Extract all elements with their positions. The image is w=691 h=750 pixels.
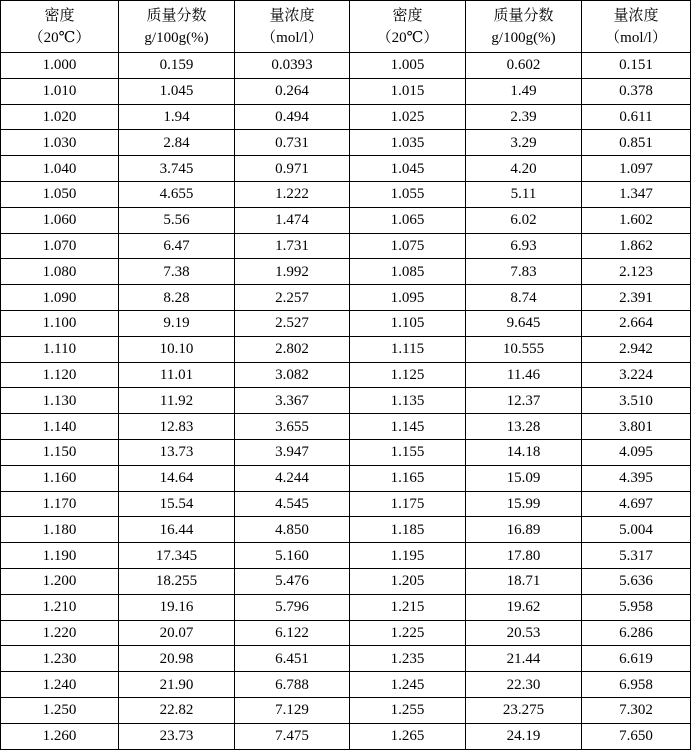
molarity-cell: 6.451 (235, 646, 350, 672)
molarity-cell: 6.788 (235, 672, 350, 698)
table-row (1, 259, 691, 285)
table-row (1, 491, 691, 517)
molarity-cell: 2.664 (582, 310, 691, 336)
molarity-cell: 0.611 (582, 104, 691, 130)
mass-fraction-cell: 6.93 (466, 233, 582, 259)
mass-fraction-cell: 0.159 (119, 53, 235, 79)
table-row (1, 697, 691, 723)
molarity-cell: 1.602 (582, 207, 691, 233)
mass-fraction-cell: 2.84 (119, 130, 235, 156)
table-row (1, 620, 691, 646)
header-unit: （20℃） (28, 30, 91, 46)
mass-fraction-cell: 6.02 (466, 207, 582, 233)
mass-fraction-cell: 10.555 (466, 336, 582, 362)
molarity-cell: 0.851 (582, 130, 691, 156)
table-row (1, 414, 691, 440)
mass-fraction-cell: 6.47 (119, 233, 235, 259)
molarity-cell: 3.947 (235, 439, 350, 465)
molarity-cell: 4.395 (582, 465, 691, 491)
mass-fraction-cell: 13.73 (119, 439, 235, 465)
density-cell: 1.260 (1, 723, 119, 749)
density-cell: 1.155 (350, 439, 466, 465)
molarity-cell: 4.095 (582, 439, 691, 465)
density-cell: 1.160 (1, 465, 119, 491)
table-row (1, 78, 691, 104)
molarity-cell: 7.129 (235, 697, 350, 723)
density-cell: 1.085 (350, 259, 466, 285)
density-cell: 1.110 (1, 336, 119, 362)
table-row (1, 465, 691, 491)
mass-fraction-cell: 14.18 (466, 439, 582, 465)
density-cell: 1.165 (350, 465, 466, 491)
molarity-cell: 3.655 (235, 414, 350, 440)
table-row (1, 439, 691, 465)
mass-fraction-cell: 20.98 (119, 646, 235, 672)
mass-fraction-cell: 19.62 (466, 594, 582, 620)
table-row (1, 543, 691, 569)
molarity-cell: 7.650 (582, 723, 691, 749)
density-cell: 1.140 (1, 414, 119, 440)
mass-fraction-cell: 11.46 (466, 362, 582, 388)
mass-fraction-cell: 4.655 (119, 181, 235, 207)
table-row (1, 336, 691, 362)
mass-fraction-cell: 8.74 (466, 285, 582, 311)
density-cell: 1.215 (350, 594, 466, 620)
header-unit: （20℃） (376, 30, 439, 46)
molarity-cell: 2.527 (235, 310, 350, 336)
mass-fraction-cell: 10.10 (119, 336, 235, 362)
density-cell: 1.100 (1, 310, 119, 336)
molarity-cell: 2.257 (235, 285, 350, 311)
header-molarity-2 (582, 1, 691, 53)
molarity-cell: 0.151 (582, 53, 691, 79)
molarity-cell: 4.545 (235, 491, 350, 517)
molarity-cell: 2.802 (235, 336, 350, 362)
molarity-cell: 5.160 (235, 543, 350, 569)
mass-fraction-cell: 1.49 (466, 78, 582, 104)
density-cell: 1.030 (1, 130, 119, 156)
mass-fraction-cell: 0.602 (466, 53, 582, 79)
mass-fraction-cell: 21.44 (466, 646, 582, 672)
molarity-cell: 3.510 (582, 388, 691, 414)
mass-fraction-cell: 9.645 (466, 310, 582, 336)
molarity-cell: 1.474 (235, 207, 350, 233)
molarity-cell: 0.494 (235, 104, 350, 130)
mass-fraction-cell: 15.09 (466, 465, 582, 491)
mass-fraction-cell: 7.83 (466, 259, 582, 285)
density-cell: 1.105 (350, 310, 466, 336)
mass-fraction-cell: 12.83 (119, 414, 235, 440)
molarity-cell: 0.731 (235, 130, 350, 156)
density-cell: 1.070 (1, 233, 119, 259)
density-cell: 1.125 (350, 362, 466, 388)
header-mass-fraction-2 (466, 1, 582, 53)
header-unit: （mol/l） (261, 30, 323, 46)
mass-fraction-cell: 4.20 (466, 156, 582, 182)
density-cell: 1.205 (350, 568, 466, 594)
header-density-1 (1, 1, 119, 53)
mass-fraction-cell: 11.01 (119, 362, 235, 388)
mass-fraction-cell: 23.275 (466, 697, 582, 723)
density-cell: 1.185 (350, 517, 466, 543)
mass-fraction-cell: 8.28 (119, 285, 235, 311)
table-row (1, 362, 691, 388)
density-cell: 1.015 (350, 78, 466, 104)
density-cell: 1.040 (1, 156, 119, 182)
mass-fraction-cell: 15.99 (466, 491, 582, 517)
density-cell: 1.250 (1, 697, 119, 723)
density-cell: 1.005 (350, 53, 466, 79)
molarity-cell: 0.264 (235, 78, 350, 104)
table-row (1, 233, 691, 259)
mass-fraction-cell: 16.89 (466, 517, 582, 543)
density-cell: 1.000 (1, 53, 119, 79)
table-row (1, 517, 691, 543)
density-cell: 1.050 (1, 181, 119, 207)
density-cell: 1.225 (350, 620, 466, 646)
table-body (1, 53, 691, 750)
molarity-cell: 2.391 (582, 285, 691, 311)
table-row (1, 646, 691, 672)
table-row (1, 207, 691, 233)
density-cell: 1.035 (350, 130, 466, 156)
density-cell: 1.025 (350, 104, 466, 130)
mass-fraction-cell: 22.30 (466, 672, 582, 698)
header-unit: g/100g(%) (144, 30, 209, 46)
density-cell: 1.010 (1, 78, 119, 104)
mass-fraction-cell: 5.56 (119, 207, 235, 233)
header-title: 密度 (44, 6, 75, 24)
molarity-cell: 5.636 (582, 568, 691, 594)
table-row (1, 130, 691, 156)
density-cell: 1.230 (1, 646, 119, 672)
header-mass-fraction-1 (119, 1, 235, 53)
mass-fraction-cell: 13.28 (466, 414, 582, 440)
density-cell: 1.020 (1, 104, 119, 130)
density-cell: 1.115 (350, 336, 466, 362)
mass-fraction-cell: 19.16 (119, 594, 235, 620)
molarity-cell: 0.0393 (235, 53, 350, 79)
table-row (1, 181, 691, 207)
table-row (1, 594, 691, 620)
molarity-cell: 5.958 (582, 594, 691, 620)
table-row (1, 672, 691, 698)
density-cell: 1.065 (350, 207, 466, 233)
molarity-cell: 7.475 (235, 723, 350, 749)
table-row (1, 53, 691, 79)
molarity-cell: 4.244 (235, 465, 350, 491)
header-title: 质量分数 (146, 6, 207, 24)
density-cell: 1.220 (1, 620, 119, 646)
header-title: 量浓度 (269, 6, 315, 24)
molarity-cell: 7.302 (582, 697, 691, 723)
molarity-cell: 1.862 (582, 233, 691, 259)
header-title: 质量分数 (493, 6, 554, 24)
mass-fraction-cell: 14.64 (119, 465, 235, 491)
density-cell: 1.195 (350, 543, 466, 569)
density-cell: 1.145 (350, 414, 466, 440)
header-density-2 (350, 1, 466, 53)
density-cell: 1.170 (1, 491, 119, 517)
mass-fraction-cell: 2.39 (466, 104, 582, 130)
density-cell: 1.130 (1, 388, 119, 414)
table-row (1, 156, 691, 182)
molarity-cell: 4.850 (235, 517, 350, 543)
density-cell: 1.175 (350, 491, 466, 517)
header-title: 量浓度 (613, 6, 659, 24)
mass-fraction-cell: 1.045 (119, 78, 235, 104)
density-cell: 1.075 (350, 233, 466, 259)
molarity-cell: 6.122 (235, 620, 350, 646)
header-molarity-1 (235, 1, 350, 53)
mass-fraction-cell: 24.19 (466, 723, 582, 749)
table-row (1, 723, 691, 749)
mass-fraction-cell: 17.80 (466, 543, 582, 569)
molarity-cell: 0.378 (582, 78, 691, 104)
molarity-cell: 1.992 (235, 259, 350, 285)
density-cell: 1.180 (1, 517, 119, 543)
mass-fraction-cell: 3.745 (119, 156, 235, 182)
density-cell: 1.190 (1, 543, 119, 569)
mass-fraction-cell: 3.29 (466, 130, 582, 156)
density-cell: 1.245 (350, 672, 466, 698)
density-cell: 1.135 (350, 388, 466, 414)
mass-fraction-cell: 22.82 (119, 697, 235, 723)
molarity-cell: 1.222 (235, 181, 350, 207)
mass-fraction-cell: 21.90 (119, 672, 235, 698)
mass-fraction-cell: 18.255 (119, 568, 235, 594)
molarity-cell: 3.801 (582, 414, 691, 440)
molarity-cell: 5.004 (582, 517, 691, 543)
density-cell: 1.210 (1, 594, 119, 620)
mass-fraction-cell: 5.11 (466, 181, 582, 207)
density-cell: 1.265 (350, 723, 466, 749)
mass-fraction-cell: 15.54 (119, 491, 235, 517)
density-cell: 1.055 (350, 181, 466, 207)
mass-fraction-cell: 12.37 (466, 388, 582, 414)
density-cell: 1.080 (1, 259, 119, 285)
header-title: 密度 (392, 6, 423, 24)
mass-fraction-cell: 7.38 (119, 259, 235, 285)
molarity-cell: 2.123 (582, 259, 691, 285)
mass-fraction-cell: 11.92 (119, 388, 235, 414)
table-row (1, 388, 691, 414)
density-cell: 1.235 (350, 646, 466, 672)
table-header (1, 1, 691, 53)
density-cell: 1.150 (1, 439, 119, 465)
density-cell: 1.045 (350, 156, 466, 182)
molarity-cell: 6.286 (582, 620, 691, 646)
density-cell: 1.200 (1, 568, 119, 594)
density-cell: 1.090 (1, 285, 119, 311)
density-cell: 1.240 (1, 672, 119, 698)
molarity-cell: 4.697 (582, 491, 691, 517)
molarity-cell: 1.347 (582, 181, 691, 207)
molarity-cell: 0.971 (235, 156, 350, 182)
header-unit: g/100g(%) (491, 30, 556, 46)
molarity-cell: 3.082 (235, 362, 350, 388)
molarity-cell: 5.476 (235, 568, 350, 594)
header-unit: （mol/l） (605, 30, 667, 46)
mass-fraction-cell: 23.73 (119, 723, 235, 749)
table-row (1, 568, 691, 594)
molarity-cell: 6.958 (582, 672, 691, 698)
density-cell: 1.120 (1, 362, 119, 388)
density-cell: 1.255 (350, 697, 466, 723)
molarity-cell: 1.731 (235, 233, 350, 259)
molarity-cell: 2.942 (582, 336, 691, 362)
molarity-cell: 3.367 (235, 388, 350, 414)
mass-fraction-cell: 20.07 (119, 620, 235, 646)
table-row (1, 104, 691, 130)
molarity-cell: 1.097 (582, 156, 691, 182)
molarity-cell: 5.317 (582, 543, 691, 569)
molarity-cell: 5.796 (235, 594, 350, 620)
density-cell: 1.060 (1, 207, 119, 233)
mass-fraction-cell: 1.94 (119, 104, 235, 130)
mass-fraction-cell: 16.44 (119, 517, 235, 543)
mass-fraction-cell: 20.53 (466, 620, 582, 646)
mass-fraction-cell: 17.345 (119, 543, 235, 569)
density-cell: 1.095 (350, 285, 466, 311)
table-row (1, 310, 691, 336)
mass-fraction-cell: 9.19 (119, 310, 235, 336)
header-row (1, 1, 691, 53)
molarity-cell: 6.619 (582, 646, 691, 672)
table-row (1, 285, 691, 311)
mass-fraction-cell: 18.71 (466, 568, 582, 594)
molarity-cell: 3.224 (582, 362, 691, 388)
